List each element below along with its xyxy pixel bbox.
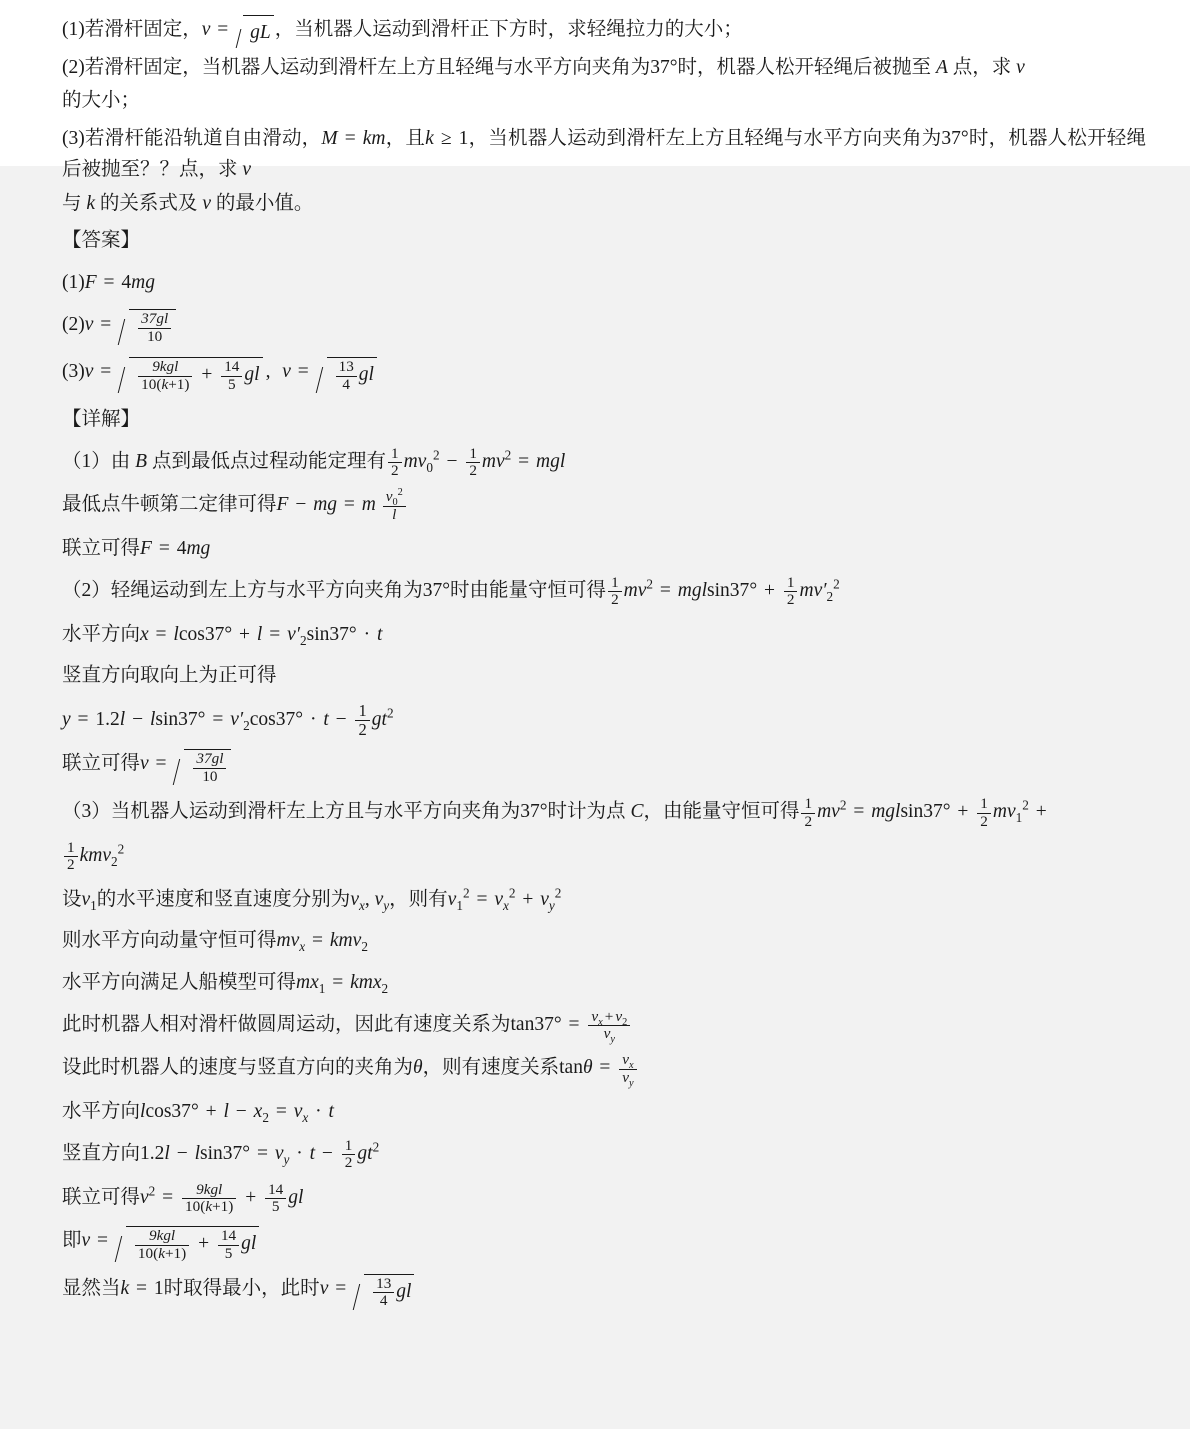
detail-3-11: 显然当k = 1时取得最小，此时v = $\frac{13}{4}$ gl	[62, 1273, 1146, 1311]
detail-3-6: 设此时机器人的速度与竖直方向的夹角为θ，则有速度关系tanθ = $\frac{v_x}{v_y}$	[62, 1052, 1146, 1086]
q3-text-c: ，当机器人运动到滑杆左上方且轻绳与水平方向夹角为37°时，机器人松开轻绳后被抛至？？点，求	[62, 127, 1146, 181]
detail-2-4-formula: $y = 1.2l - lsin37^\circ = v'_2\cos 37^\circ \cdot t$ − $\frac{1}{2}$ $gt^2$	[62, 700, 394, 739]
detail-3-8	[62, 1138, 1146, 1172]
detail-3-2-text-b: 的水平速度和竖直速度分别为	[96, 888, 351, 910]
q3-formula-m: M = km	[321, 127, 386, 149]
detail-3-2: 设$v_1$的水平速度和竖直速度分别为$v_x$, $v_y$，则有$v_1^2 = v_x^2 + v_y^2$	[62, 885, 562, 913]
detail-3-3-formula: $mv_x = kmv_2$	[276, 930, 368, 955]
q2-point-label: A	[935, 56, 948, 78]
detail-2-2-formula: $x = lcos37^\circ + l = v'_2\sin 37^\circ \cdot t$	[140, 623, 383, 648]
question-3-cont: 与 k 的关系式及 v 的最小值。	[62, 192, 314, 214]
detail-3-3-text: 则水平方向动量守恒可得	[62, 930, 277, 952]
detail-1-3-text: 联立可得	[62, 538, 141, 560]
detail-3-2-text-a: 设	[62, 888, 82, 910]
q3-formula-k: k ≥ 1	[425, 127, 469, 149]
detail-1-3	[62, 533, 1146, 565]
detail-3-7	[62, 1096, 1146, 1128]
detail-heading: 【详解】	[62, 408, 141, 430]
q1-formula: v = gL	[202, 19, 275, 40]
q2-tail: 点，求	[952, 56, 1012, 78]
answer-2	[62, 309, 1146, 347]
detail-2-1	[62, 575, 1146, 609]
detail-3-5	[62, 1009, 1146, 1043]
detail-2-3: 竖直方向取向上为正可得	[62, 665, 277, 687]
detail-3-1: （3）当机器人运动到滑杆左上方且与水平方向夹角为37°时计为点 C，由能量守恒可得 $\frac{1}{2}$ $mv^2 = mglsin37^\circ$ + $\frac{1}{2}$ $mv_1^2$ +	[62, 795, 1047, 830]
detail-2-4	[62, 702, 1146, 739]
detail-1-2	[62, 489, 1146, 523]
detail-3-10-text: 即	[62, 1230, 82, 1252]
q3-var-v: v	[242, 159, 252, 181]
detail-2-2	[62, 619, 1146, 651]
answer-3	[62, 356, 1146, 394]
detail-3-11-text-b: 时取得最小，此时	[163, 1278, 320, 1300]
q3-text-f: 的最小值。	[215, 192, 314, 214]
detail-3-6-formula: tanθ = $\frac{v_x}{v_y}$	[559, 1057, 639, 1078]
q2-text: 若滑杆固定，当机器人运动到滑杆左上方且轻绳与水平方向夹角为37°时，机器人松开轻绳后被抛至	[84, 56, 932, 78]
document-content	[62, 14, 1146, 1311]
detail-3-6-text-a: 设此时机器人的速度与竖直方向的夹角为	[62, 1057, 414, 1079]
answer-1	[62, 267, 1146, 299]
answer-2-label: (2)	[62, 313, 85, 335]
detail-1-2-formula: F − mg = m $\frac{v_0^2}{l}$	[277, 494, 408, 515]
answer-1-label: (1)	[62, 271, 85, 293]
q2-prefix: (2)	[62, 56, 85, 78]
detail-2-5-formula: v = $\frac{37gl}{10}$	[140, 753, 232, 774]
detail-3-5-text: 此时机器人相对滑杆做圆周运动，因此有速度关系为	[62, 1013, 511, 1035]
question-1	[62, 14, 1146, 50]
detail-3-8-text: 竖直方向	[62, 1142, 141, 1164]
detail-3-2-text-c: ，则有	[389, 888, 448, 910]
detail-3-3	[62, 925, 1146, 957]
detail-2-2-text: 水平方向	[62, 623, 141, 645]
question-3	[62, 123, 1146, 186]
detail-1-1: （1）由 B 点到最低点过程动能定理有 $\frac{1}{2}$ $mv_0^2$ − $\frac{1}{2}$ $mv^2$ = mgl	[62, 444, 566, 479]
q2-tail2: 的大小；	[62, 90, 141, 112]
detail-2-1-formula: $\frac{1}{2}$ $mv^2 = mglsin37^\circ$ + $\frac{1}{2}$ $mv'_2^2$	[606, 580, 840, 601]
q1-text-b: ，当机器人运动到滑杆正下方时，求轻绳拉力的大小；	[274, 19, 743, 40]
answer-3-formula: v = $\frac{\text{9kgl}}{10(k+1)}$ + $\frac{14}{5}$ gl , v = $\frac{13}{4}$ gl	[85, 361, 378, 382]
detail-3-4-text: 水平方向满足人船模型可得	[62, 971, 297, 993]
detail-3-9	[62, 1182, 1146, 1216]
detail-3-1-formula-cont: $\frac{1}{2}$ kmv$_2^2$	[62, 845, 124, 866]
q1-text-a: 若滑杆固定，	[84, 19, 202, 40]
detail-2-5	[62, 748, 1146, 786]
detail-3-9-formula: $v^2$ = $\frac{\text{9kgl}}{10(k+1)}$ + $\frac{14}{5}$ gl	[140, 1180, 304, 1215]
detail-3-6-text-b: ，则有速度关系	[422, 1057, 560, 1079]
detail-2-5-text: 联立可得	[62, 753, 141, 775]
detail-1-1-text-b: 点到最低点过程动能定理有	[151, 450, 386, 472]
detail-3-11-formula: v = $\frac{13}{4}$ gl	[320, 1278, 416, 1299]
q3-text-b: ，且	[385, 127, 426, 149]
detail-3-4	[62, 967, 1146, 999]
answer-1-formula: F = 4mg	[84, 271, 156, 293]
detail-3-2-formula: $v_1^2 = v_x^2 + v_y^2$	[447, 885, 562, 913]
q1-prefix: (1)	[62, 19, 85, 40]
question-2	[62, 52, 1146, 84]
detail-3-4-formula: $mx_1 = kmx_2$	[296, 971, 389, 996]
q3-text-d: 与	[62, 192, 82, 214]
detail-3-10	[62, 1225, 1146, 1263]
answer-heading: 【答案】	[62, 230, 141, 252]
detail-3-11-text: 显然当	[62, 1278, 121, 1300]
detail-1-3-formula: F = 4mg	[140, 538, 211, 560]
detail-3-7-formula: $lcos37^\circ + l - x_2 = v_x \cdot t$	[140, 1101, 334, 1126]
detail-3-1-cont	[62, 840, 1146, 874]
detail-3-10-formula: v = $\frac{\text{9kgl}}{10(k+1)}$ + $\frac{14}{5}$ gl	[82, 1230, 261, 1251]
detail-3-8-formula: $1.2l - lsin37^\circ = v_y \cdot t$ − $\frac{1}{2}$ $gt^2$	[140, 1136, 380, 1172]
q2-var: v	[1016, 56, 1025, 78]
detail-3-1-text-b: ，由能量守恒可得	[643, 801, 800, 823]
answer-3-label: (3)	[62, 361, 85, 383]
detail-1-1-formula: $\frac{1}{2}$ $mv_0^2$ − $\frac{1}{2}$ $mv^2$ = mgl	[386, 451, 565, 472]
detail-1-2-text: 最低点牛顿第二定律可得	[62, 494, 277, 516]
q3-text-e: 的关系式及	[99, 192, 198, 214]
question-2-cont	[62, 85, 1146, 117]
detail-1-1-text: （1）由	[62, 450, 131, 472]
detail-3-1-text: （3）当机器人运动到滑杆左上方且与水平方向夹角为37°时计为点	[62, 801, 626, 823]
detail-2-1-text: （2）轻绳运动到左上方与水平方向夹角为37°时由能量守恒可得	[62, 579, 607, 601]
answer-2-formula: v = $\frac{37gl}{10}$	[85, 314, 177, 335]
detail-3-1-formula: $\frac{1}{2}$ $mv^2 = mglsin37^\circ$ + $\frac{1}{2}$ $mv_1^2$ +	[799, 801, 1048, 822]
detail-3-5-formula: tan37° = $\frac{v_x + v_2}{v_y}$	[511, 1014, 633, 1035]
q3-prefix: (3)	[62, 127, 85, 149]
detail-3-9-text: 联立可得	[62, 1186, 141, 1208]
detail-3-7-text: 水平方向	[62, 1101, 141, 1123]
q3-text-a: 若滑杆能沿轨道自由滑动，	[84, 127, 322, 149]
